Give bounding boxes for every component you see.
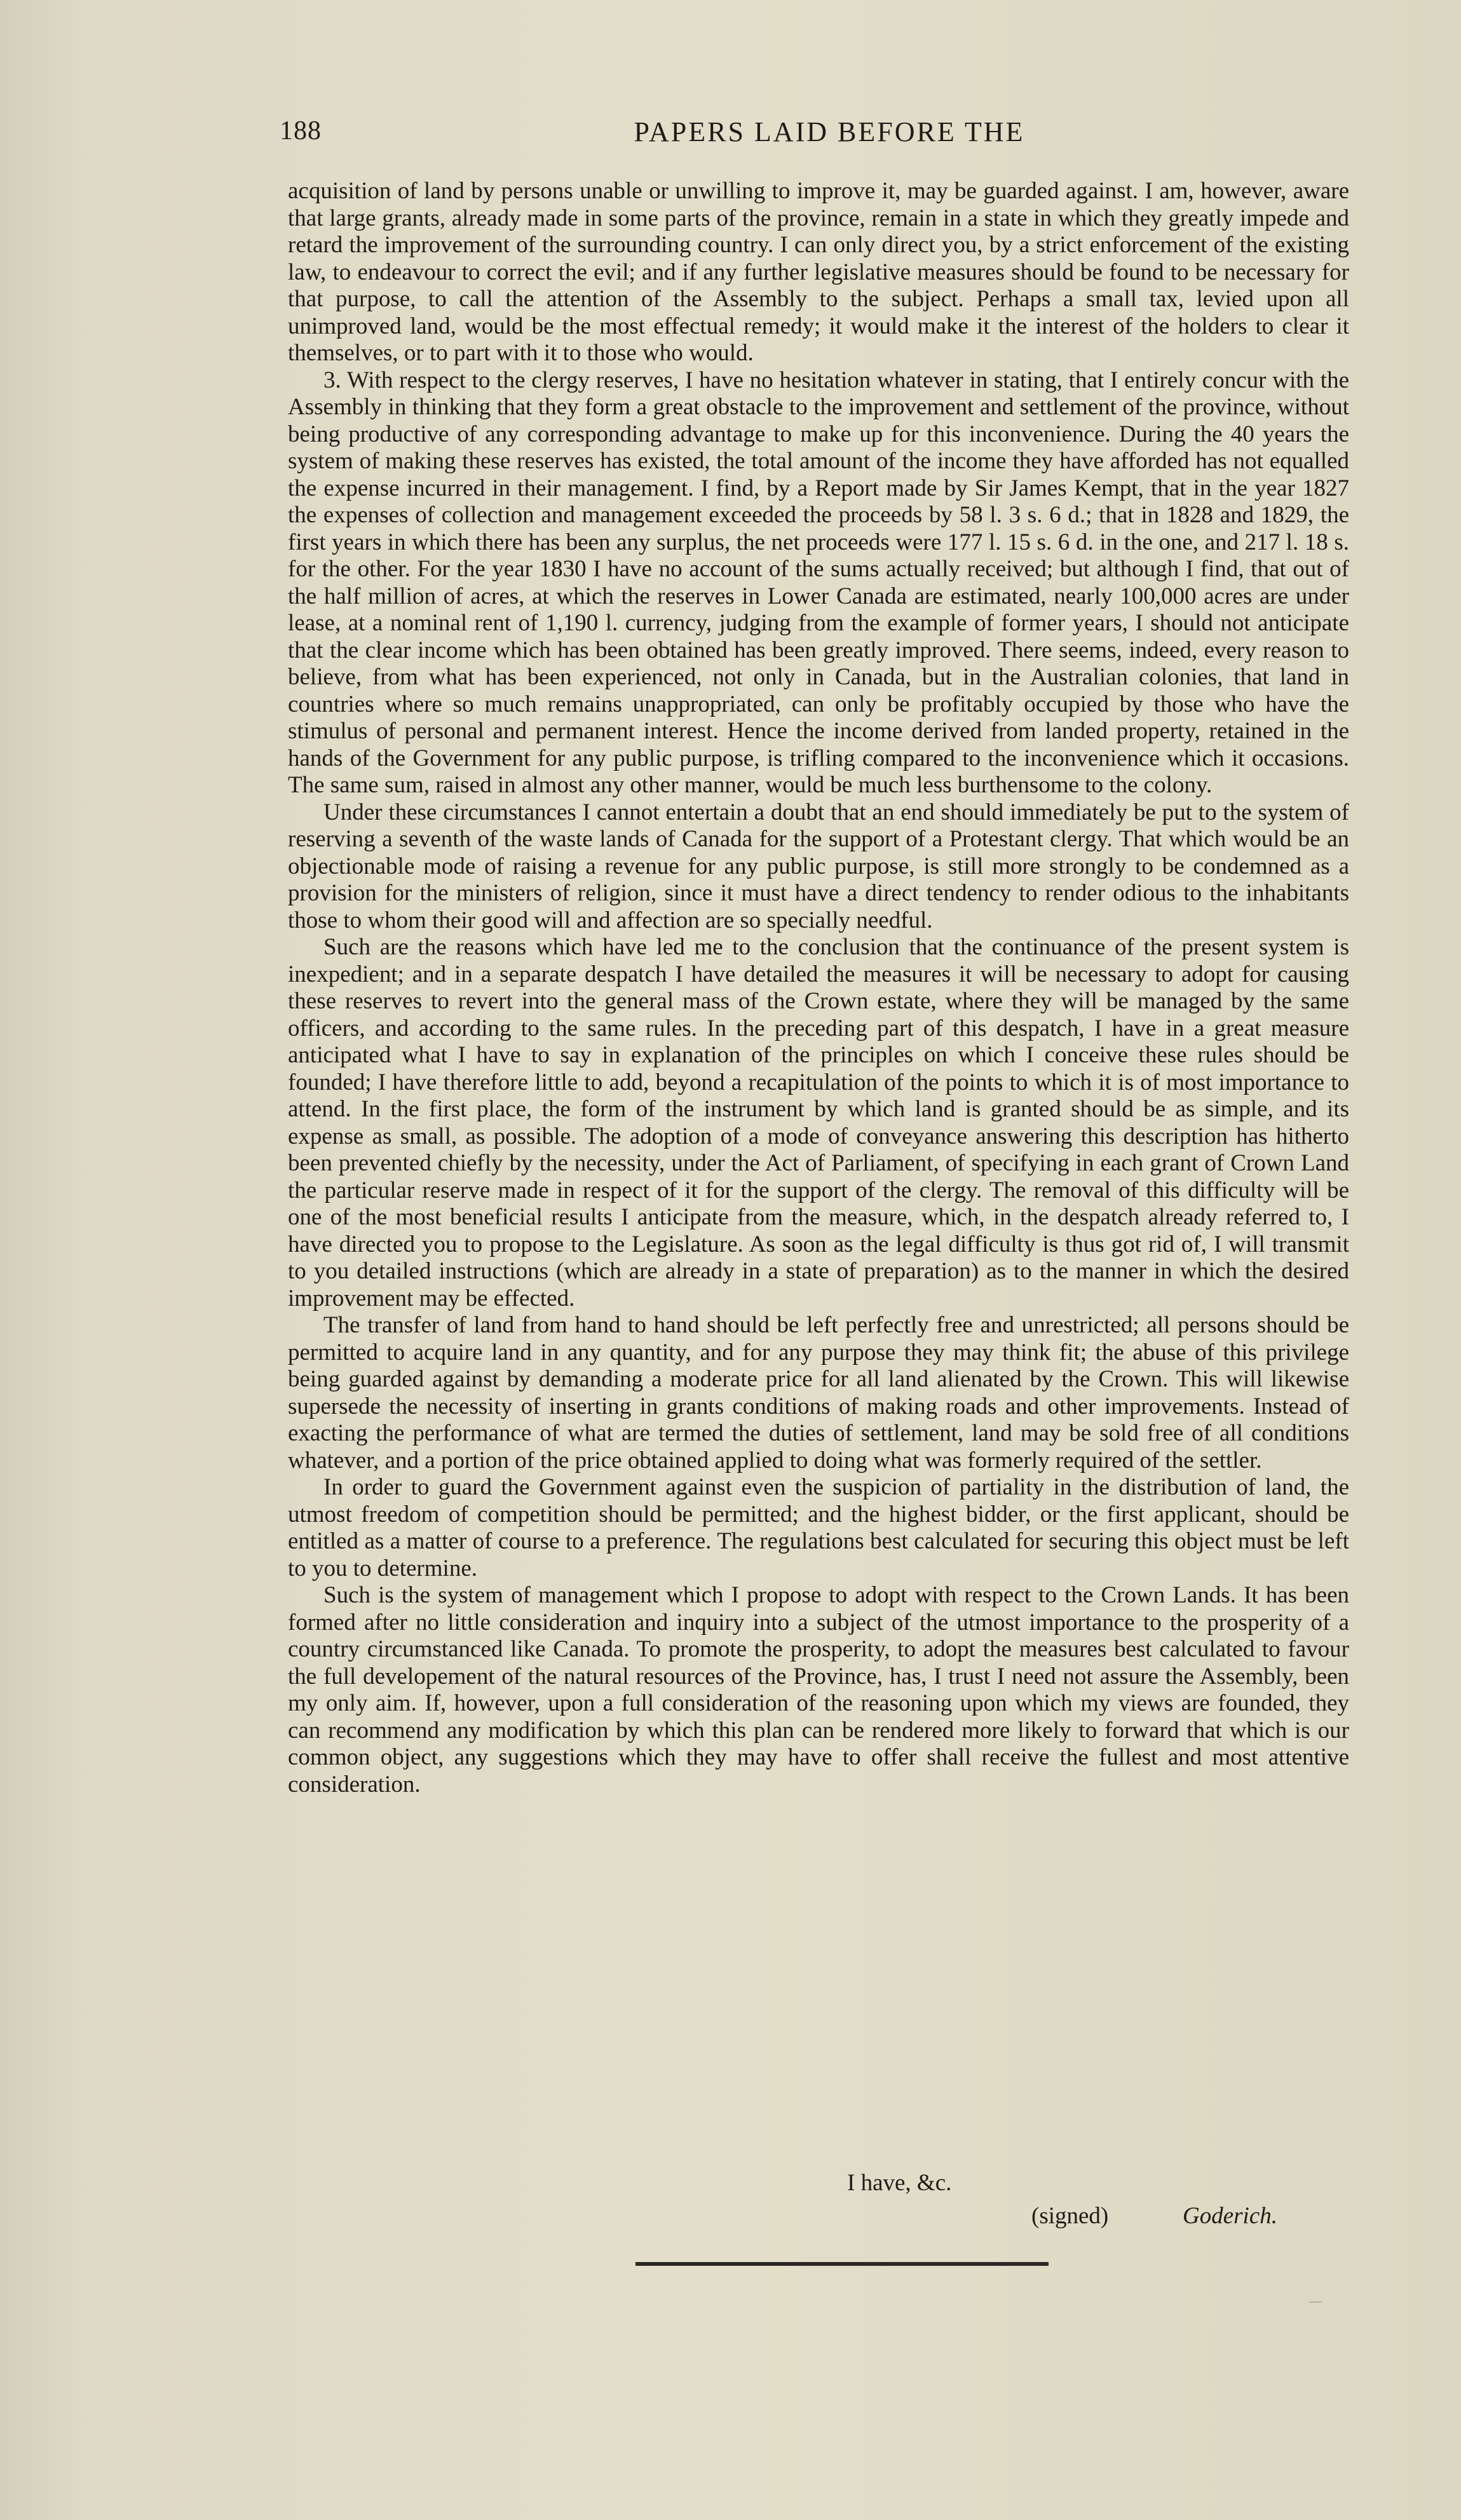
paragraph: The transfer of land from hand to hand should be left perfectly free and unrestricted; all persons should be permitted to acquire land in any quantity, and for any purpose they may think fit; the abuse of this privilege being guarded against by demanding a moderate price for all land alienated by the Crown. This will likewise supersede the necessity of inserting in grants conditions of making roads and other improvements. Instead of exacting the performance of what are termed the duties of settlement, land may be sold free of all conditions whatever, and a portion of the price obtained applied to doing what was formerly required of the settler.: [288, 1312, 1349, 1473]
page-number: 188: [280, 116, 322, 146]
margin-mark: [1309, 2301, 1322, 2303]
signature: Goderich.: [1183, 2203, 1277, 2229]
paragraph: Such are the reasons which have led me to the conclusion that the continuance of the present system is inexpedient; and in a separate despatch I have detailed the measures it will be necessary to adopt for causing these reserves to revert into the general mass of the Crown estate, where they will be managed by the same officers, and according to the same rules. In the preceding part of this despatch, I have in a great measure anticipated what I have to say in explanation of the principles on which I conceive these rules should be founded; I have therefore little to add, beyond a recapitulation of the points to which it is of most importance to attend. In the first place, the form of the instrument by which land is granted should be as simple, and its expense as small, as possible. The adoption of a mode of conveyance answering this description has hitherto been prevented chiefly by the necessity, under the Act of Parliament, of specifying in each grant of Crown Land the particular reserve made in respect of it for the support of the clergy. The removal of this difficulty will be one of the most beneficial results I anticipate from the measure, which, in the despatch already referred to, I have directed you to propose to the Legislature. As soon as the legal difficulty is thus got rid of, I will transmit to you detailed instructions (which are already in a state of preparation) as to the manner in which the desired improvement may be effected.: [288, 934, 1349, 1311]
paragraph: 3. With respect to the clergy reserves, I have no hesitation whatever in stating, that I entirely concur with the Assembly in thinking that they form a great obstacle to the improvement and settlement of the province, without being productive of any corresponding advantage to make up for this inconvenience. During the 40 years the system of making these reserves has existed, the total amount of the income they have afforded has not equalled the expense incurred in their management. I find, by a Report made by Sir James Kempt, that in the year 1827 the expenses of collection and management exceeded the proceeds by 58 l. 3 s. 6 d.; that in 1828 and 1829, the first years in which there has been any surplus, the net proceeds were 177 l. 15 s. 6 d. in the one, and 217 l. 18 s. for the other. For the year 1830 I have no account of the sums actually received; but although I find, that out of the half million of acres, at which the reserves in Lower Canada are estimated, nearly 100,000 acres are under lease, at a nominal rent of 1,190 l. currency, judging from the example of former years, I should not anticipate that the clear income which has been obtained has been greatly improved. There seems, indeed, every reason to believe, from what has been experienced, not only in Canada, but in the Australian colonies, that land in countries where so much remains unappropriated, can only be profitably occupied by those who have the stimulus of personal and permanent interest. Hence the income derived from landed property, retained in the hands of the Government for any public purpose, is trifling compared to the inconvenience which it occasions. The same sum, raised in almost any other manner, would be much less burthensome to the colony.: [288, 367, 1349, 798]
paragraph: In order to guard the Government against even the suspicion of partiality in the distribution of land, the utmost freedom of competition should be permitted; and the highest bidder, or the first applicant, should be entitled as a matter of course to a preference. The regulations best calculated for securing this object must be left to you to determine.: [288, 1474, 1349, 1582]
signed-label: (signed): [1031, 2203, 1109, 2229]
despatch-body: [288, 178, 1349, 1798]
closing-salutation: I have, &c.: [847, 2170, 952, 2196]
end-rule: [635, 2262, 1049, 2266]
paragraph: Under these circumstances I cannot entertain a doubt that an end should immediately be put to the system of reserving a seventh of the waste lands of Canada for the support of a Protestant clergy. That which would be an objectionable mode of raising a revenue for any public purpose, is still more strongly to be condemned as a provision for the ministers of religion, since it must have a direct tendency to render odious to the inhabitants those to whom their good will and affection are so specially needful.: [288, 799, 1349, 933]
paragraph: acquisition of land by persons unable or unwilling to improve it, may be guarded against. I am, however, aware that large grants, already made in some parts of the province, remain in a state in which they greatly impede and retard the improvement of the surrounding country. I can only direct you, by a strict enforcement of the existing law, to endeavour to correct the evil; and if any further legislative measures should be found to be necessary for that purpose, to call the attention of the Assembly to the subject. Perhaps a small tax, levied upon all unimproved land, would be the most effectual remedy; it would make it the interest of the holders to clear it themselves, or to part with it to those who would.: [288, 178, 1349, 366]
running-head-title: PAPERS LAID BEFORE THE: [634, 116, 1025, 147]
running-head: [280, 116, 1354, 154]
paragraph: Such is the system of management which I propose to adopt with respect to the Crown Lands. It has been formed after no little consideration and inquiry into a subject of the utmost importance to the prosperity of a country circumstanced like Canada. To promote the prosperity, to adopt the measures best calculated to favour the full developement of the natural resources of the Province, has, I trust I need not assure the Assembly, been my only aim. If, however, upon a full consideration of the reasoning upon which my views are founded, they can recommend any modification by which this plan can be rendered more likely to forward that which is our common object, any suggestions which they may have to offer shall receive the fullest and most attentive consideration.: [288, 1582, 1349, 1798]
